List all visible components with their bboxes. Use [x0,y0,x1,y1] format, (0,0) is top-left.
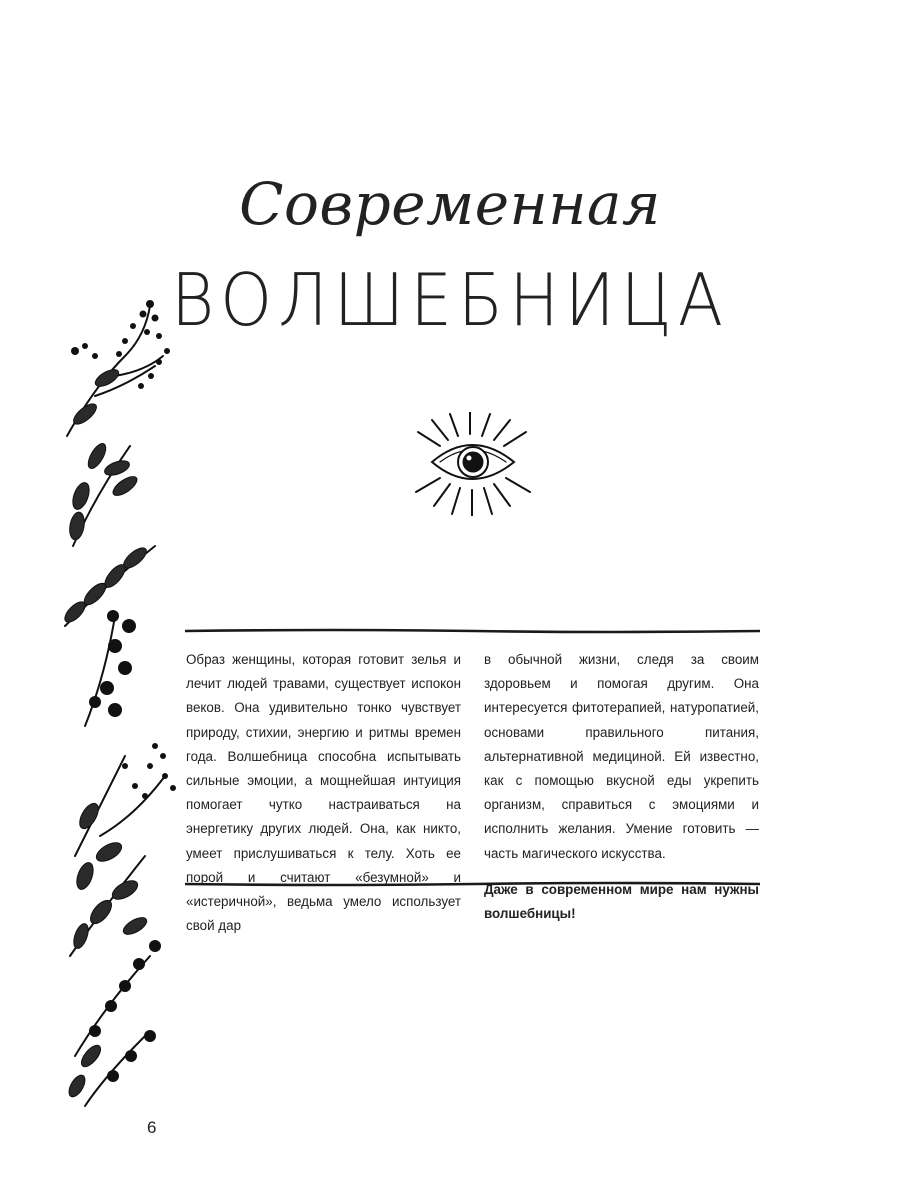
title-script-line: Современная [239,170,661,238]
body-paragraph-right: в обычной жизни, следя за своим здоровьем и помогая другим. Она интересуется фитотерапией, натуропатией, основами правильного питания, альтернативной медициной. Ей известно, как с помощью вкусной еды укрепить организм, справиться с эмоциями и исполнить желания. Умение готовить — часть магического искусства. [484,652,759,861]
text-column-left [186,648,461,938]
divider-top [185,628,760,634]
floral-branch-illustration [55,296,185,1116]
title-caps-line: ВОЛШЕБНИЦА [170,258,730,343]
all-seeing-eye-icon [410,412,536,516]
emphasis-paragraph: Даже в современном мире нам нужны волшебницы! [484,881,759,922]
divider-bottom [185,881,760,887]
page-number: 6 [147,1118,157,1137]
body-paragraph-left: Образ женщины, которая готовит зелья и лечит людей травами, существует испокон веков. Она удивительно тонко чувствует природу, стихии, энергию и ритмы времен года. Волшебница способна испытывать сильные эмоции, а мощнейшая интуиция помогает чутко настраиваться на энергетику других людей. Она, как никто, умеет прислушиваться к телу. Хоть ее порой и считают «безумной» и «истеричной», ведьма умело использует свой дар [186,652,461,934]
